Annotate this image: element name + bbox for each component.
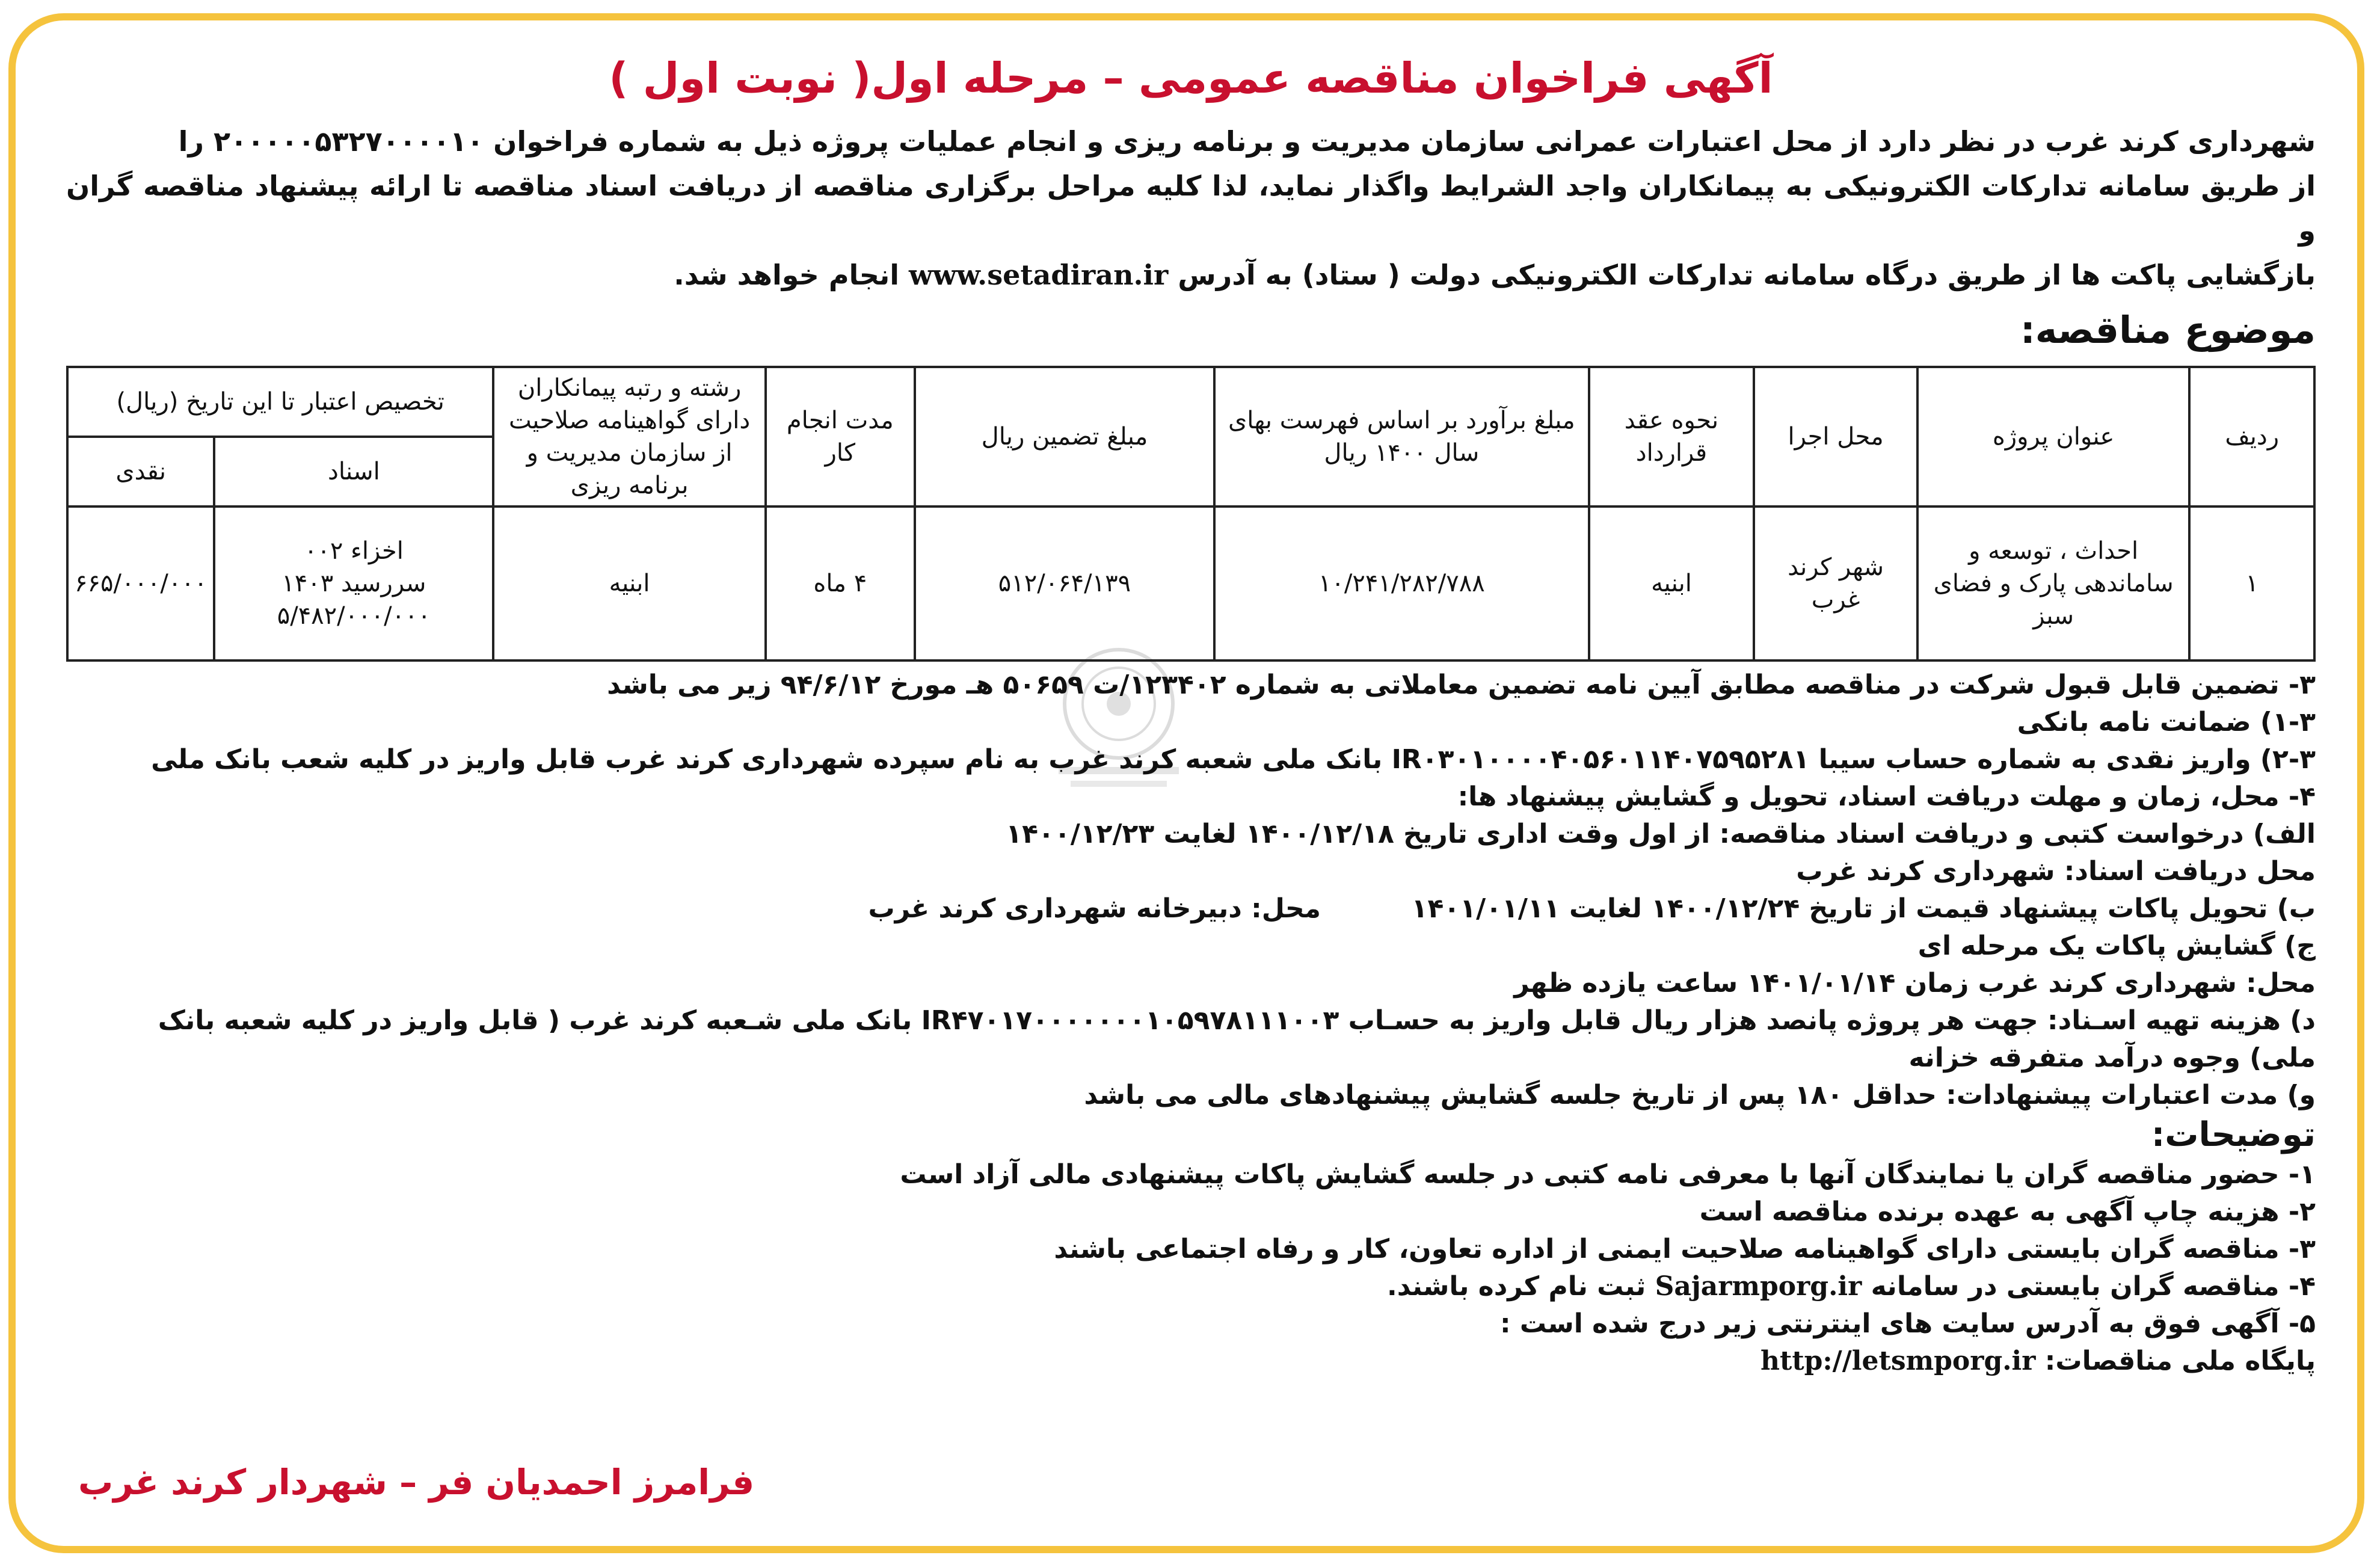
section-4-d-line-2: ملی) وجوه درآمد متفرقه خزانه [1908,1042,2316,1073]
cell-documents [214,506,493,660]
note-1: ۱- حضور مناقصه گران یا نمایندگان آنها با معرفی نامه کتبی در جلسه گشایش پاکات پیشنهادی مالی آزاد است [900,1159,2316,1190]
cell-row-no: ۱ [2189,506,2314,660]
intro-paragraph [66,119,2316,297]
portal-link[interactable]: http://letsmporg.ir [1760,1346,2036,1376]
header-location: محل اجرا [1754,367,1917,506]
tender-table [66,366,2316,662]
notice-title: آگهی فراخوان مناقصه عمومی – مرحله اول( نوبت اول ) [609,54,1773,103]
note-3: ۳- مناقصه گران بایستی دارای گواهینامه صلاحیت ایمنی از اداره تعاون، کار و رفاه اجتماعی باشند [1054,1234,2316,1264]
table-row [67,506,2314,660]
cell-project-title: احداث ، توسعه و ساماندهی پارک و فضای سبز [1917,506,2190,660]
intro-line-2: از طریق سامانه تدارکات الکترونیکی به پیمانکاران واجد الشرایط واگذار نماید، لذا کلیه مراحل برگزاری مناقصه از دریافت اسناد مناقصه تا ارائه پیشنهاد مناقصه گران و [66,170,2316,247]
portal-line [66,1343,2316,1380]
note-4-start: ۴- مناقصه گران بایستی در سامانه [1871,1271,2316,1302]
cell-field-rank: ابنیه [493,506,765,660]
intro-line-3-end: انجام خواهد شد. [674,259,899,291]
note-4-end: ثبت نام کرده باشند. [1387,1271,1646,1302]
intro-line-1: شهرداری کرند غرب در نظر دارد از محل اعتبارات عمرانی سازمان مدیریت و برنامه ریزی و انجام عملیات پروژه ذیل به شماره فراخوان ۲۰۰۰۰۰۵۳۲۷۰۰۰۰۱۰ را [178,125,2316,158]
section-3: ۳- تضمین قابل قبول شرکت در مناقصه مطابق آیین نامه تضمین معاملاتی به شماره ۱۲۳۴۰۲/ت ۵۰۶۵۹ هـ مورخ ۹۴/۶/۱۲ زیر می باشد [607,670,2316,700]
cell-contract-type: ابنیه [1589,506,1754,660]
header-project-title: عنوان پروژه [1917,367,2190,506]
header-duration: مدت انجام کار [766,367,915,506]
section-4-d-line-1: د) هزینه تهیه اسـناد: جهت هر پروژه پانصد هزار ریال قابل واریز به حسـاب IR۴۷۰۱۷۰۰۰۰۰۰۰۱۰۵۹۷۸۱۱۱۰۰۳ بانک ملی شـعبه کرند غرب ( قابل واریز در کلیه شعبه بانک [158,1005,2316,1036]
section-3-2: ۲-۳) واریز نقدی به شماره حساب سیبا IR۰۳۰۱۰۰۰۰۴۰۵۶۰۱۱۴۰۷۵۹۵۲۸۱ بانک ملی شعبه کرند غرب به نام سپرده شهرداری کرند غرب قابل واریز در کلیه شعب بانک ملی [151,744,2316,775]
header-cash: نقدی [67,437,214,506]
header-guarantee: مبلغ تضمین ریال [915,367,1214,506]
setadiran-link[interactable]: www.setadiran.ir [909,259,1169,291]
header-documents: اسناد [214,437,493,506]
section-4-a-place: محل دریافت اسناد: شهرداری کرند غرب [1796,856,2316,887]
subject-heading: موضوع مناقصه: [2020,308,2316,352]
cell-documents-line-2: سررسید ۱۴۰۳ [281,570,426,597]
header-contract-type: نحوه عقد قرارداد [1589,367,1754,506]
notice-document [66,48,2316,1380]
header-estimate: مبلغ برآورد بر اساس فهرست بهای سال ۱۴۰۰ ریال [1214,367,1589,506]
section-4-a: الف) درخواست کتبی و دریافت اسناد مناقصه: از اول وقت اداری تاریخ ۱۴۰۰/۱۲/۱۸ لغایت ۱۴۰۰/۱۲/۲۳ [1006,819,2316,849]
note-4 [66,1268,2316,1305]
header-row-no: ردیف [2189,367,2314,506]
header-allocation: تخصیص اعتبار تا این تاریخ (ریال) [67,367,493,437]
cell-documents-line-1: اخزاء ۰۰۲ [304,537,404,565]
cell-location: شهر کرند غرب [1754,506,1917,660]
table-header-row [67,367,2314,437]
cell-guarantee: ۵۱۲/۰۶۴/۱۳۹ [915,506,1214,660]
section-4-c-place: محل: شهرداری کرند غرب زمان ۱۴۰۱/۰۱/۱۴ ساعت یازده ظهر [1514,968,2316,999]
cell-estimate: ۱۰/۲۴۱/۲۸۲/۷۸۸ [1214,506,1589,660]
intro-line-3-start: بازگشایی پاکت ها از طریق درگاه سامانه تدارکات الکترونیکی دولت ( ستاد) به آدرس [1178,259,2316,291]
section-4-e: و) مدت اعتبارات پیشنهادات: حداقل ۱۸۰ پس از تاریخ جلسه گشایش پیشنهادهای مالی می باشد [1084,1080,2316,1110]
section-4-b-place: محل: دبیرخانه شهرداری کرند غرب [868,893,1321,924]
section-4-b: ب) تحویل پاکات پیشنهاد قیمت از تاریخ ۱۴۰۰/۱۲/۲۴ لغایت ۱۴۰۱/۰۱/۱۱ [1411,893,2316,924]
mayor-signature: فرامرز احمدیان فر – شهردار کرند غرب [78,1462,755,1503]
note-5: ۵- آگهی فوق به آدرس سایت های اینترنتی زیر درج شده است : [1500,1308,2316,1339]
portal-label: پایگاه ملی مناقصات: [2044,1346,2316,1376]
cell-documents-line-3: ۵/۴۸۲/۰۰۰/۰۰۰ [277,602,431,630]
cell-duration: ۴ ماه [766,506,915,660]
notes-heading: توضیحات: [2151,1115,2316,1154]
sajarmporg-link[interactable]: Sajarmporg.ir [1655,1271,1862,1302]
intro-line-3 [66,253,2316,297]
note-2: ۲- هزینه چاپ آگهی به عهده برنده مناقصه است [1699,1196,2316,1227]
section-3-1: ۱-۳) ضمانت نامه بانکی [2017,707,2316,737]
section-4-b-line [66,890,2316,928]
section-4-c: ج) گشایش پاکات یک مرحله ای [1917,931,2316,961]
cell-cash: ۶۶۵/۰۰۰/۰۰۰ [67,506,214,660]
header-field-rank: رشته و رتبه پیمانکاران دارای گواهینامه صلاحیت از سازمان مدیریت و برنامه ریزی [493,367,765,506]
section-4: ۴- محل، زمان و مهلت دریافت اسناد، تحویل و گشایش پیشنهاد ها: [1457,781,2316,812]
